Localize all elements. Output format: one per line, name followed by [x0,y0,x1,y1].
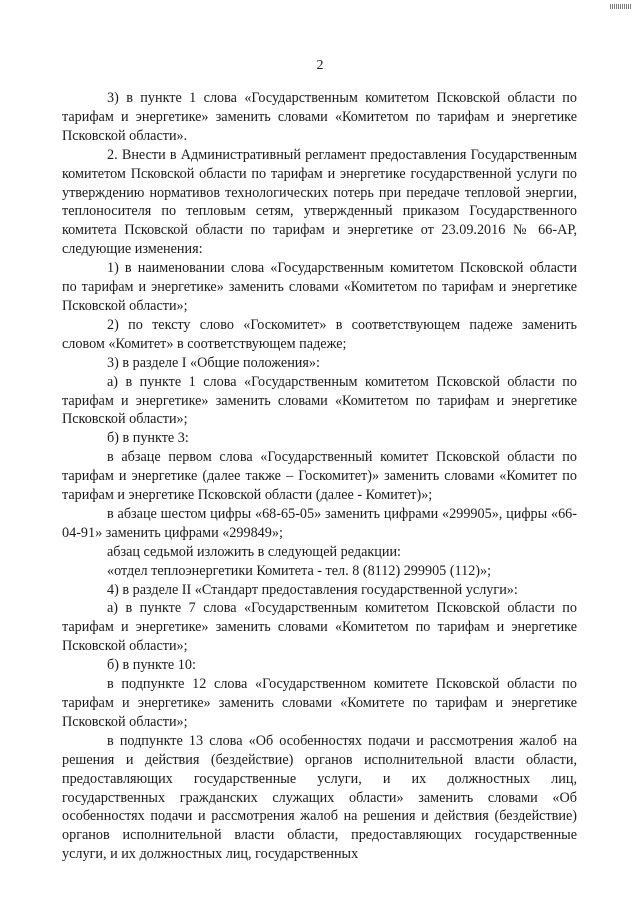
page-number: 2 [316,58,324,73]
paragraph: абзац седьмой изложить в следующей редакции: [107,543,402,560]
paragraph: а) в пункте 7 слова «Государственным комитетом Псковской области по тарифам и энергетике» заменить словами «Комитетом по тарифам и энергетике Псковской области»; [62,600,577,655]
paragraph: 3) в пункте 1 слова «Государственным комитетом Псковской области по тарифам и энергетике» заменить словами «Комитетом по тарифам и энергетике Псковской области». [62,90,577,144]
paragraph: в абзаце шестом цифры «68-65-05» заменить цифрами «299905», цифры «66-04-91» заменить цифрами «299849»; [62,505,577,541]
scan-barcode-mark [610,4,632,9]
paragraph: в подпункте 13 слова «Об особенностях подачи и рассмотрения жалоб на решения и действия (бездействие) органов исполнительной власти области, предоставляющих государственные услуги, и их должностных лиц, государственных гражданских служащих области» заменить словами «Об особенностях подачи и рассмотрения жалоб на решения и действия (бездействие) органов исполнительной власти области, предоставляющих государственные услуги, и их должностных лиц, государственных [62,732,577,863]
paragraph: 4) в разделе II «Стандарт предоставления государственной услуги»: [107,581,518,598]
paragraph: б) в пункте 10: [107,657,196,674]
paragraph: 2. Внести в Административный регламент предоставления Государственным комитетом Псковской области по тарифам и энергетике государственной услуги по утверждению нормативов технологических потерь при передаче тепловой энергии, теплоносителя по тепловым сетям, утвержденный приказом Государственного комитета Псковской области по тарифам и энергетике от 23.09.2016 № 66-АР, следующие изменения: [62,146,577,258]
paragraph: 1) в наименовании слова «Государственным комитетом Псковской области по тарифам и энергетике» заменить словами «Комитетом по тарифам и энергетике Псковской области»; [62,260,577,314]
paragraph: а) в пункте 1 слова «Государственным комитетом Псковской области по тарифам и энергетике» заменить словами «Комитетом по тарифам и энергетике Псковской области»; [62,373,577,428]
paragraph: в абзаце первом слова «Государственный комитет Псковской области по тарифам и энергетике (далее также – Госкомитет)» заменить словами «Комитет по тарифам и энергетике Псковской области (далее - Комитет)»; [62,449,577,504]
paragraph: 3) в разделе I «Общие положения»: [107,354,320,371]
paragraph: в подпункте 12 слова «Государственном комитете Псковской области по тарифам и энергетике» заменить словами «Комитете по тарифам и энергетике Псковской области»; [62,676,577,730]
paragraph: б) в пункте 3: [107,430,189,447]
paragraph: «отдел теплоэнергетики Комитета - тел. 8 (8112) 299905 (112)»; [107,562,492,579]
document-body [62,89,577,864]
paragraph: 2) по тексту слово «Госкомитет» в соответствующем падеже заменить словом «Комитет» в соответствующем падеже; [62,316,577,352]
